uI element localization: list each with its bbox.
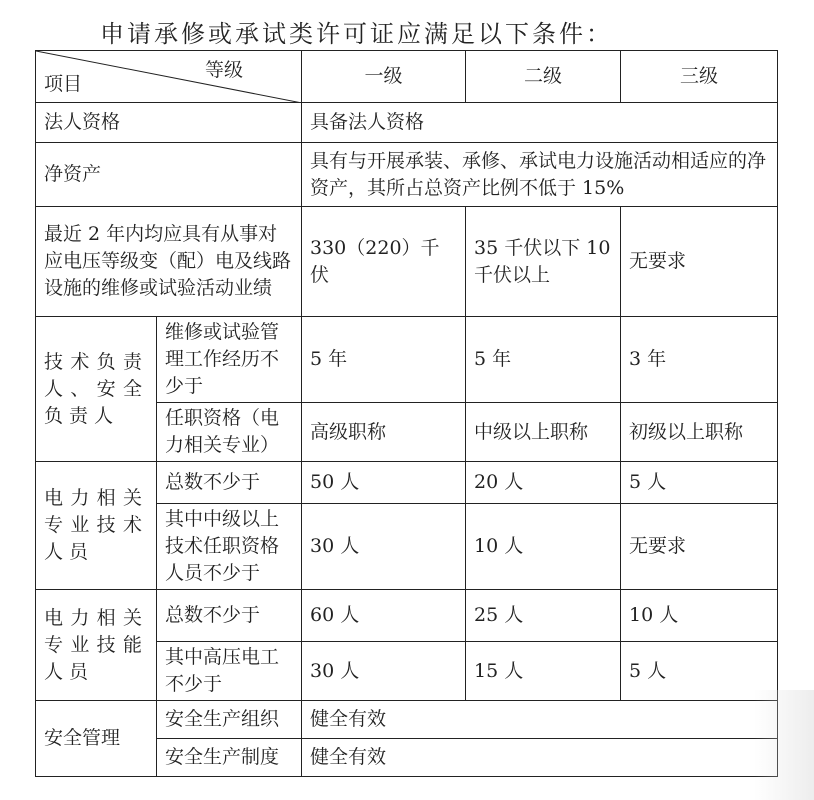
- legal-person-label: 法人资格: [36, 103, 302, 143]
- table-row: [36, 103, 778, 143]
- safety-group: 安全管理: [36, 701, 157, 777]
- table-row: [36, 590, 778, 642]
- table-row: [36, 207, 778, 317]
- tech-staff-total-level-1: 50 人: [302, 462, 466, 504]
- net-assets-value: 具有与开展承装、承修、承试电力设施活动相适应的净资产，其所占总资产比例不低于 15%: [302, 143, 778, 207]
- level-1-header: 一级: [302, 51, 466, 103]
- performance-label: 最近 2 年内均应具有从事对应电压等级变（配）电及线路设施的维修或试验活动业绩: [36, 207, 302, 317]
- skill-staff-hv-level-3: 5 人: [621, 642, 778, 701]
- skill-staff-hv-level-2: 15 人: [466, 642, 621, 701]
- skill-staff-total-label: 总数不少于: [157, 590, 302, 642]
- tech-leader-qualification-label: 任职资格（电力相关专业）: [157, 403, 302, 462]
- diagonal-header-cell: [36, 51, 302, 103]
- page-title: 申请承修或承试类许可证应满足以下条件：: [100, 20, 613, 48]
- grade-label: 等级: [204, 59, 243, 81]
- tech-staff-total-level-3: 5 人: [621, 462, 778, 504]
- tech-leader-qualification-level-1: 高级职称: [302, 403, 466, 462]
- table-row: [36, 143, 778, 207]
- performance-level-2: 35 千伏以下 10 千伏以上: [466, 207, 621, 317]
- skill-staff-hv-label: 其中高压电工不少于: [157, 642, 302, 701]
- tech-leader-experience-level-2: 5 年: [466, 317, 621, 403]
- tech-staff-intermediate-label: 其中中级以上技术任职资格人员不少于: [157, 504, 302, 590]
- table-header-row: [36, 51, 778, 103]
- page-edge-shadow: [754, 690, 814, 800]
- skill-staff-hv-level-1: 30 人: [302, 642, 466, 701]
- performance-level-1: 330（220）千伏: [302, 207, 466, 317]
- table-row: [36, 701, 778, 739]
- table-row: [36, 317, 778, 403]
- tech-staff-group: 电力相关专业技术人员: [36, 462, 157, 590]
- level-3-header: 三级: [621, 51, 778, 103]
- performance-level-3: 无要求: [621, 207, 778, 317]
- skill-staff-total-level-3: 10 人: [621, 590, 778, 642]
- tech-leader-experience-level-3: 3 年: [621, 317, 778, 403]
- conditions-table: [35, 50, 778, 777]
- safety-organization-label: 安全生产组织: [157, 701, 302, 739]
- safety-organization-value: 健全有效: [302, 701, 778, 739]
- tech-staff-total-label: 总数不少于: [157, 462, 302, 504]
- tech-leader-group: 技术负责人、安全负责人: [36, 317, 157, 462]
- legal-person-value: 具备法人资格: [302, 103, 778, 143]
- tech-staff-total-level-2: 20 人: [466, 462, 621, 504]
- skill-staff-total-level-1: 60 人: [302, 590, 466, 642]
- table-row: [36, 462, 778, 504]
- tech-leader-qualification-level-2: 中级以上职称: [466, 403, 621, 462]
- tech-leader-experience-level-1: 5 年: [302, 317, 466, 403]
- tech-leader-qualification-level-3: 初级以上职称: [621, 403, 778, 462]
- level-2-header: 二级: [466, 51, 621, 103]
- net-assets-label: 净资产: [36, 143, 302, 207]
- item-label: 项目: [44, 73, 83, 95]
- tech-staff-intermediate-level-1: 30 人: [302, 504, 466, 590]
- safety-system-label: 安全生产制度: [157, 739, 302, 777]
- skill-staff-group: 电力相关专业技能人员: [36, 590, 157, 701]
- tech-staff-intermediate-level-2: 10 人: [466, 504, 621, 590]
- skill-staff-total-level-2: 25 人: [466, 590, 621, 642]
- safety-system-value: 健全有效: [302, 739, 778, 777]
- tech-leader-experience-label: 维修或试验管理工作经历不少于: [157, 317, 302, 403]
- tech-staff-intermediate-level-3: 无要求: [621, 504, 778, 590]
